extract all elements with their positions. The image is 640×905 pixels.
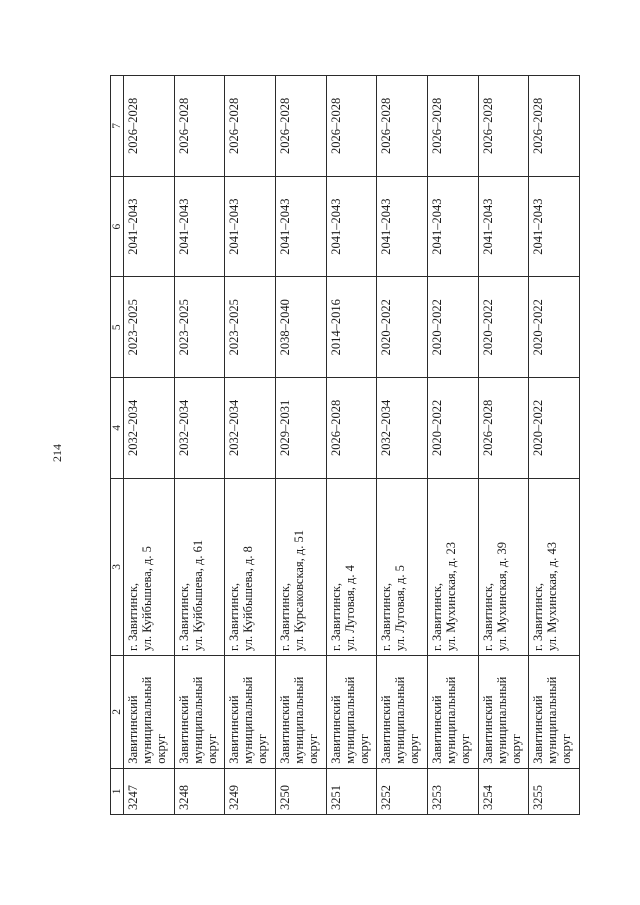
row-number-cell: 3248: [174, 768, 225, 814]
address-cell: [275, 478, 326, 655]
table-row: [174, 76, 225, 815]
address-line: г. Завитинск,: [379, 582, 394, 651]
row-number-cell: 3251: [326, 768, 377, 814]
period-cell-4: 2020–2022: [427, 378, 478, 479]
period-cell-7: 2026–2028: [225, 76, 276, 177]
period-cell-6: 2041–2043: [529, 176, 580, 277]
table-row: [275, 76, 326, 815]
table-row: [478, 76, 529, 815]
municipality-line: Завитинский: [277, 695, 292, 764]
period-cell-6: 2041–2043: [124, 176, 175, 277]
municipality-cell: [225, 655, 276, 768]
municipality-line: округ: [457, 733, 472, 764]
row-number-cell: 3252: [377, 768, 428, 814]
period-cell-4: 2029–2031: [275, 378, 326, 479]
column-header: 3: [111, 478, 124, 655]
period-cell-5: 2023–2025: [124, 277, 175, 378]
municipality-cell: [174, 655, 225, 768]
municipality-line: Завитинский: [379, 695, 394, 764]
header-row: [111, 76, 124, 815]
municipality-line: муниципальный: [140, 676, 154, 764]
address-line: г. Завитинск,: [531, 582, 546, 651]
municipality-cell: [275, 655, 326, 768]
period-cell-6: 2041–2043: [478, 176, 529, 277]
period-cell-7: 2026–2028: [427, 76, 478, 177]
municipality-line: муниципальный: [545, 676, 560, 764]
period-cell-6: 2041–2043: [275, 176, 326, 277]
address-line: ул. Луговая, д. 4: [342, 565, 357, 651]
address-line: г. Завитинск,: [227, 582, 242, 651]
table-row: [529, 76, 580, 815]
address-line: г. Завитинск,: [277, 582, 292, 651]
column-header: 4: [111, 378, 124, 479]
registry-table: [110, 75, 580, 815]
municipality-cell: [478, 655, 529, 768]
municipality-line: муниципальный: [291, 676, 306, 764]
municipality-line: округ: [204, 733, 219, 764]
address-cell: [326, 478, 377, 655]
table-row: [225, 76, 276, 815]
municipality-line: округ: [407, 733, 422, 764]
municipality-cell: [326, 655, 377, 768]
row-number-cell: 3249: [225, 768, 276, 814]
municipality-cell: [427, 655, 478, 768]
column-header: 5: [111, 277, 124, 378]
address-line: ул. Куйбышева, д. 8: [241, 546, 256, 651]
period-cell-4: 2026–2028: [478, 378, 529, 479]
municipality-line: округ: [508, 733, 523, 764]
period-cell-4: 2020–2022: [529, 378, 580, 479]
period-cell-5: 2020–2022: [529, 277, 580, 378]
address-line: г. Завитинск,: [328, 582, 343, 651]
period-cell-5: 2038–2040: [275, 277, 326, 378]
table-row: [326, 76, 377, 815]
period-cell-5: 2020–2022: [478, 277, 529, 378]
address-cell: [427, 478, 478, 655]
period-cell-6: 2041–2043: [427, 176, 478, 277]
table-header: [111, 76, 124, 815]
table-row: [124, 76, 175, 815]
municipality-line: Завитинский: [328, 695, 343, 764]
column-header: 1: [111, 768, 124, 814]
row-number-cell: 3255: [529, 768, 580, 814]
address-line: ул. Курсаковская, д. 51: [291, 529, 306, 651]
address-line: ул. Куйбышева, д. 61: [190, 539, 205, 651]
municipality-line: Завитинский: [176, 695, 191, 764]
address-line: г. Завитинск,: [429, 582, 444, 651]
municipality-line: Завитинский: [227, 695, 242, 764]
period-cell-7: 2026–2028: [326, 76, 377, 177]
municipality-line: Завитинский: [126, 695, 140, 764]
period-cell-5: 2023–2025: [225, 277, 276, 378]
address-cell: [124, 478, 175, 655]
period-cell-7: 2026–2028: [377, 76, 428, 177]
period-cell-4: 2032–2034: [174, 378, 225, 479]
municipality-line: округ: [559, 733, 574, 764]
table-body: [124, 76, 580, 815]
municipality-line: Завитинский: [531, 695, 546, 764]
period-cell-4: 2026–2028: [326, 378, 377, 479]
row-number-cell: 3253: [427, 768, 478, 814]
address-line: ул. Луговая, д. 5: [393, 565, 408, 651]
period-cell-7: 2026–2028: [478, 76, 529, 177]
column-header: 6: [111, 176, 124, 277]
address-cell: [225, 478, 276, 655]
address-line: ул. Мухинская, д. 43: [545, 541, 560, 651]
period-cell-5: 2020–2022: [427, 277, 478, 378]
period-cell-4: 2032–2034: [377, 378, 428, 479]
municipality-line: муниципальный: [494, 676, 509, 764]
period-cell-4: 2032–2034: [225, 378, 276, 479]
period-cell-6: 2041–2043: [377, 176, 428, 277]
address-cell: [377, 478, 428, 655]
period-cell-7: 2026–2028: [124, 76, 175, 177]
page-number: 214: [50, 444, 64, 462]
address-cell: [529, 478, 580, 655]
period-cell-4: 2032–2034: [124, 378, 175, 479]
row-number-cell: 3254: [478, 768, 529, 814]
column-header: 2: [111, 655, 124, 768]
period-cell-5: 2014–2016: [326, 277, 377, 378]
municipality-line: муниципальный: [393, 676, 408, 764]
column-header: 7: [111, 76, 124, 177]
municipality-line: Завитинский: [429, 695, 444, 764]
address-line: г. Завитинск,: [480, 582, 495, 651]
municipality-line: округ: [154, 733, 168, 764]
address-line: г. Завитинск,: [176, 582, 191, 651]
table-row: [427, 76, 478, 815]
municipality-cell: [529, 655, 580, 768]
address-line: ул. Мухинская, д. 23: [443, 541, 458, 651]
address-line: ул. Куйбышева, д. 5: [140, 546, 154, 651]
period-cell-7: 2026–2028: [275, 76, 326, 177]
period-cell-5: 2020–2022: [377, 277, 428, 378]
period-cell-6: 2041–2043: [225, 176, 276, 277]
table-row: [377, 76, 428, 815]
municipality-line: муниципальный: [241, 676, 256, 764]
municipality-line: округ: [356, 733, 371, 764]
municipality-line: округ: [255, 733, 270, 764]
municipality-line: муниципальный: [443, 676, 458, 764]
period-cell-7: 2026–2028: [529, 76, 580, 177]
municipality-line: округ: [305, 733, 320, 764]
registry-table-container: [110, 75, 580, 815]
municipality-line: Завитинский: [480, 695, 495, 764]
period-cell-6: 2041–2043: [174, 176, 225, 277]
period-cell-7: 2026–2028: [174, 76, 225, 177]
address-line: ул. Мухинская, д. 39: [494, 541, 509, 651]
period-cell-6: 2041–2043: [326, 176, 377, 277]
municipality-cell: [377, 655, 428, 768]
address-line: г. Завитинск,: [126, 582, 140, 651]
address-cell: [174, 478, 225, 655]
address-cell: [478, 478, 529, 655]
municipality-line: муниципальный: [190, 676, 205, 764]
period-cell-5: 2023–2025: [174, 277, 225, 378]
row-number-cell: 3247: [124, 768, 175, 814]
municipality-cell: [124, 655, 175, 768]
municipality-line: муниципальный: [342, 676, 357, 764]
row-number-cell: 3250: [275, 768, 326, 814]
